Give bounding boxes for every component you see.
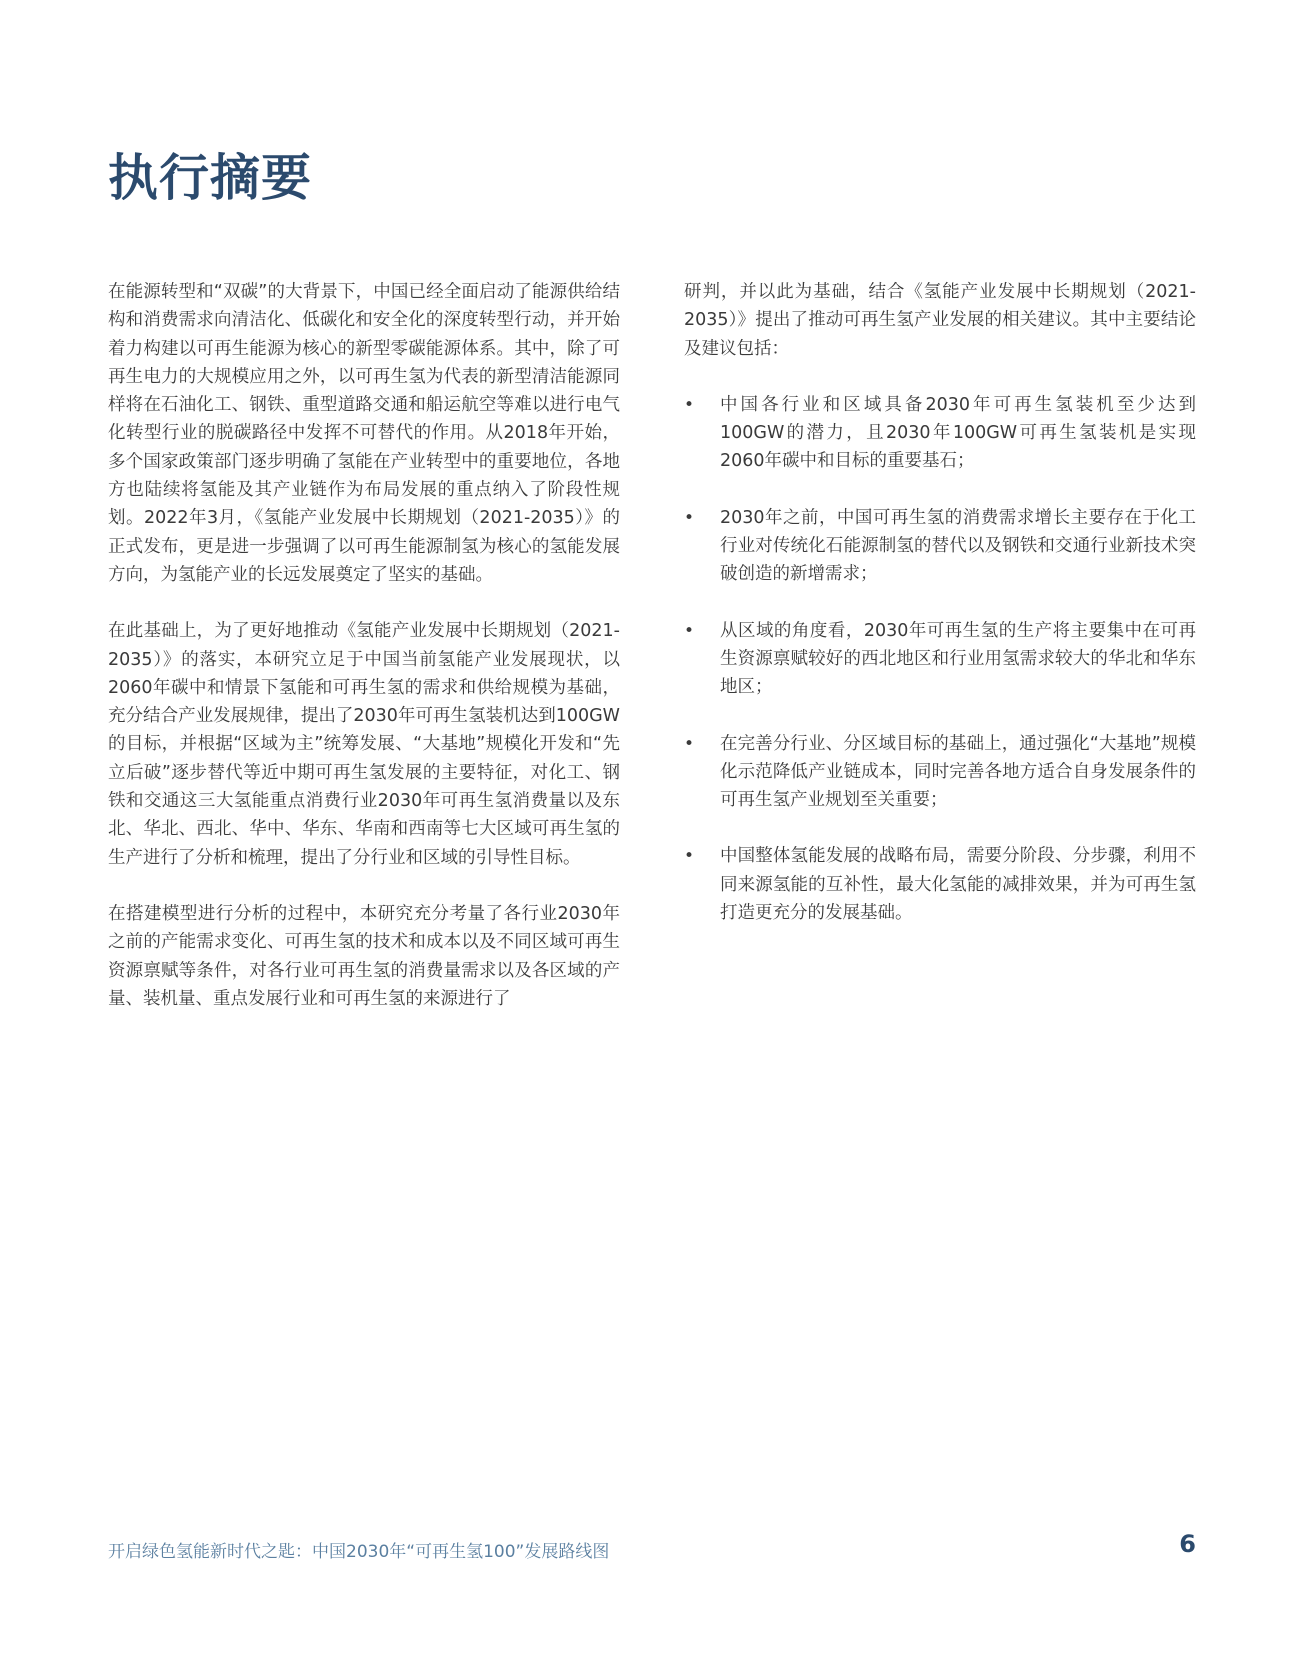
list-item <box>684 504 1196 589</box>
list-item-text: 2030年之前，中国可再生氢的消费需求增长主要存在于化工行业对传统化石能源制氢的替代以及钢铁和交通行业新技术突破创造的新增需求； <box>720 507 1196 585</box>
bullet-icon: • <box>684 733 695 754</box>
list-item <box>684 842 1196 927</box>
list-item-text: 从区域的角度看，2030年可再生氢的生产将主要集中在可再生资源禀赋较好的西北地区和行业用氢需求较大的华北和华东地区； <box>720 620 1196 698</box>
right-column <box>684 278 1196 955</box>
bullet-icon: • <box>684 846 695 867</box>
footer-title: 开启绿色氢能新时代之匙：中国2030年“可再生氢100”发展路线图 <box>108 1542 610 1562</box>
bullet-icon: • <box>684 394 695 415</box>
left-column <box>108 278 620 1041</box>
page-title: 执行摘要 <box>108 149 312 207</box>
paragraph-1: 在能源转型和“双碳”的大背景下，中国已经全面启动了能源供给结构和消费需求向清洁化、低碳化和安全化的深度转型行动，并开始着力构建以可再生能源为核心的新型零碳能源体系。其中，除了可再生电力的大规模应用之外，以可再生氢为代表的新型清洁能源同样将在石油化工、钢铁、重型道路交通和船运航空等难以进行电气化转型行业的脱碳路径中发挥不可替代的作用。从2018年开始，多个国家政策部门逐步明确了氢能在产业转型中的重要地位，各地方也陆续将氢能及其产业链作为布局发展的重点纳入了阶段性规划。2022年3月，《氢能产业发展中长期规划（2021-2035）》的正式发布，更是进一步强调了以可再生能源制氢为核心的氢能发展方向，为氢能产业的长远发展奠定了坚实的基础。 <box>108 282 620 585</box>
paragraph-2: 在此基础上，为了更好地推动《氢能产业发展中长期规划（2021-2035）》的落实，本研究立足于中国当前氢能产业发展现状，以2060年碳中和情景下氢能和可再生氢的需求和供给规模为基础，充分结合产业发展规律，提出了2030年可再生氢装机达到100GW的目标，并根据“区域为主”统筹发展、“大基地”规模化开发和“先立后破”逐步替代等近中期可再生氢发展的主要特征，对化工、钢铁和交通这三大氢能重点消费行业2030年可再生氢消费量以及东北、华北、西北、华中、华东、华南和西南等七大区域可再生氢的生产进行了分析和梳理，提出了分行业和区域的引导性目标。 <box>108 621 620 868</box>
list-item-text: 在完善分行业、分区域目标的基础上，通过强化“大基地”规模化示范降低产业链成本，同时完善各地方适合自身发展条件的可再生氢产业规划至关重要； <box>720 733 1196 811</box>
conclusion-list <box>684 391 1196 927</box>
paragraph-3: 在搭建模型进行分析的过程中，本研究充分考量了各行业2030年之前的产能需求变化、可再生氢的技术和成本以及不同区域可再生资源禀赋等条件，对各行业可再生氢的消费量需求以及各区域的产量、装机量、重点发展行业和可再生氢的来源进行了 <box>108 903 620 1009</box>
list-item <box>684 391 1196 476</box>
page-number: 6 <box>1179 1530 1196 1558</box>
bullet-icon: • <box>684 620 695 641</box>
right-intro-paragraph: 研判，并以此为基础，结合《氢能产业发展中长期规划（2021-2035）》提出了推动可再生氢产业发展的相关建议。其中主要结论及建议包括： <box>684 282 1196 359</box>
list-item-text: 中国各行业和区域具备2030年可再生氢装机至少达到100GW的潜力，且2030年100GW可再生氢装机是实现2060年碳中和目标的重要基石； <box>720 394 1196 472</box>
list-item-text: 中国整体氢能发展的战略布局，需要分阶段、分步骤，利用不同来源氢能的互补性，最大化氢能的减排效果，并为可再生氢打造更充分的发展基础。 <box>720 846 1196 924</box>
bullet-icon: • <box>684 507 695 528</box>
list-item <box>684 730 1196 815</box>
list-item <box>684 617 1196 702</box>
